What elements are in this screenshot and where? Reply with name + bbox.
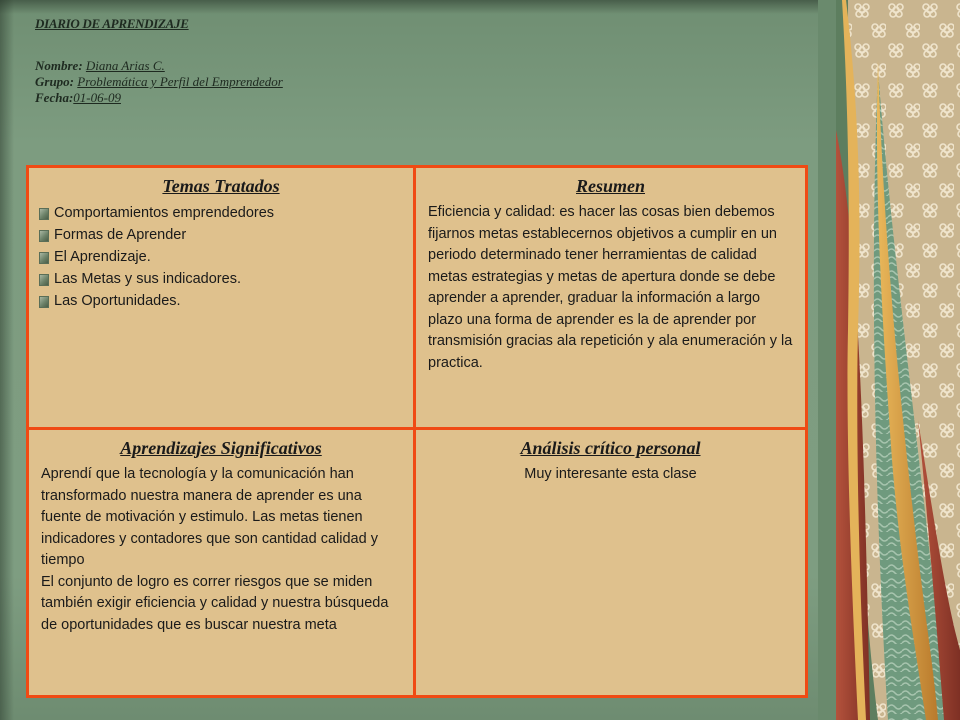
list-item xyxy=(39,268,403,290)
bullet-icon xyxy=(39,274,49,286)
temas-item-text: Comportamientos emprendedores xyxy=(54,205,275,221)
nombre-row xyxy=(35,58,283,74)
bullet-icon xyxy=(39,208,49,220)
grupo-label: Grupo: xyxy=(35,74,75,89)
temas-item-text: El Aprendizaje. xyxy=(54,249,151,265)
decorative-floral-panel xyxy=(818,0,960,720)
aprendizajes-title: Aprendizajes Significativos xyxy=(120,438,322,458)
nombre-value: Diana Arias C. xyxy=(85,58,165,73)
grupo-value: Problemática y Perfil del Emprendedor xyxy=(77,74,283,89)
journal-table xyxy=(26,165,808,698)
temas-item-text: Formas de Aprender xyxy=(54,227,187,243)
resumen-title: Resumen xyxy=(575,176,645,196)
analisis-text: Muy interesante esta clase xyxy=(524,466,697,482)
left-shadow xyxy=(0,0,14,720)
bullet-icon xyxy=(39,252,49,264)
temas-title: Temas Tratados xyxy=(162,176,280,196)
grupo-row xyxy=(35,74,283,90)
resumen-text: Eficiencia y calidad: es hacer las cosas bien debemos fijarnos metas establecernos objetivos a cumplir en un periodo determinado tener herramientas de calidad metas estrategias y metas de apertura donde se debe aprender a aprender, graduar la información a largo plazo una forma de aprender es la de aprender por transmisión gracias ala repetición y ala enumeración y la practica. xyxy=(428,204,793,371)
nombre-label: Nombre: xyxy=(35,58,83,73)
document-header xyxy=(35,16,283,106)
analisis-cell xyxy=(416,430,805,695)
document-title: DIARIO DE APRENDIZAJE xyxy=(35,16,189,31)
aprendizajes-text-1: Aprendí que la tecnología y la comunicación han transformado nuestra manera de aprender es una fuente de motivación y estimulo. Las metas tienen indicadores y contadores que son cantidad calidad y tiempo xyxy=(41,466,378,568)
resumen-cell xyxy=(416,168,805,430)
fecha-row xyxy=(35,90,283,106)
analisis-title: Análisis crítico personal xyxy=(520,438,701,458)
list-item xyxy=(39,246,403,268)
top-shadow xyxy=(0,0,840,14)
list-item xyxy=(39,224,403,246)
fecha-value: 01-06-09 xyxy=(73,90,121,105)
temas-item-text: Las Metas y sus indicadores. xyxy=(54,271,241,287)
temas-list xyxy=(39,202,403,312)
list-item xyxy=(39,290,403,312)
temas-cell xyxy=(29,168,416,430)
aprendizajes-text-2: El conjunto de logro es correr riesgos que se miden también exigir eficiencia y calidad y nuestra búsqueda de oportunidades que es buscar nuestra meta xyxy=(41,573,389,633)
bullet-icon xyxy=(39,230,49,242)
aprendizajes-cell xyxy=(29,430,416,695)
temas-item-text: Las Oportunidades. xyxy=(54,293,181,309)
bullet-icon xyxy=(39,296,49,308)
fecha-label: Fecha: xyxy=(35,90,74,105)
list-item xyxy=(39,202,403,224)
